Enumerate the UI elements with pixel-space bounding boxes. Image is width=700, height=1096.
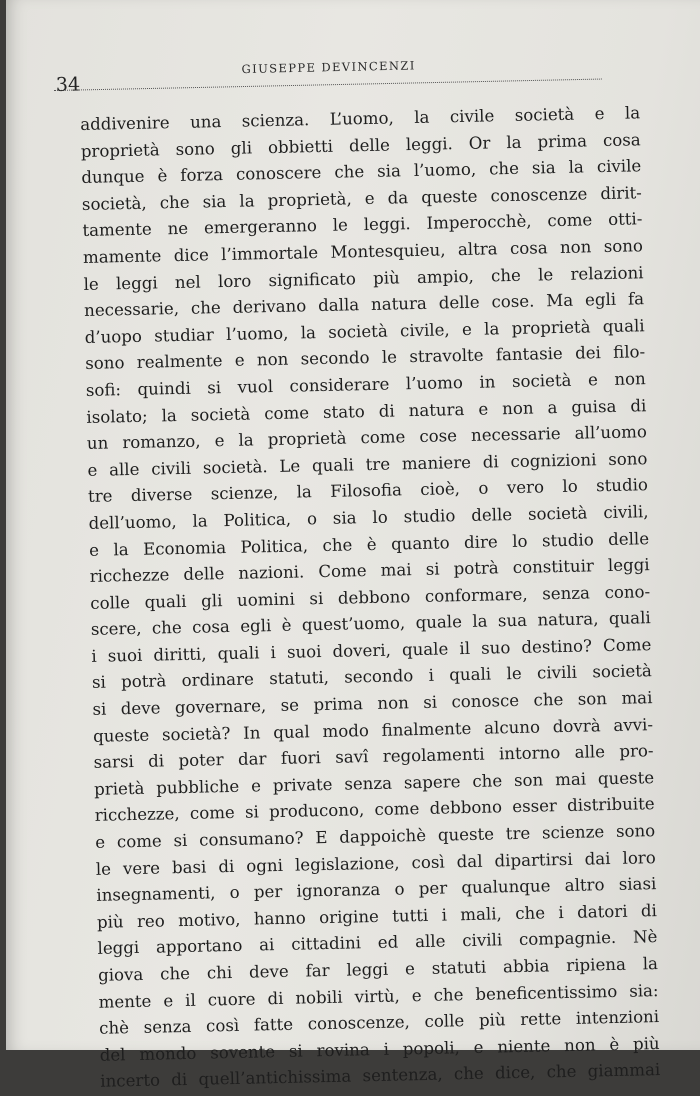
text-line: insegnamenti, o per ignoranza o per qualunque altro siasi: [96, 874, 657, 906]
page-header: [53, 49, 602, 96]
running-head: GIUSEPPE DEVINCENZI: [241, 58, 416, 77]
text-line: società, che sia la proprietà, e da queste conoscenze dirit-: [81, 183, 643, 214]
text-line: dell’uomo, la Politica, o sia lo studio delle società civili,: [88, 502, 649, 533]
text-line: prietà pubbliche e private senza sapere che son mai queste: [93, 767, 655, 799]
text-line: d’uopo studiar l’uomo, la società civile, e la proprietà quali: [84, 315, 645, 347]
text-line: i suoi diritti, quali i suoi doveri, quale il suo destino? Come: [91, 635, 652, 666]
page-number: 34: [55, 73, 81, 96]
text-line: leggi apportano ai cittadini ed alle civili compagnie. Nè: [97, 927, 658, 959]
text-line: si deve governare, se prima non si conosce che son mai: [92, 688, 653, 719]
body-text: [80, 100, 660, 1095]
book-page: [6, 0, 700, 1092]
text-line: ricchezze, come si producono, come debbono esser distribuite: [94, 794, 655, 826]
text-line: giova che chi deve far leggi e statuti abbia ripiena la: [97, 954, 659, 985]
text-line: si potrà ordinare statuti, secondo i quali le civili società: [91, 661, 653, 693]
text-line: mamente dice l’immortale Montesquieu, altra cosa non sono: [82, 236, 644, 267]
text-line: chè senza così fatte conoscenze, colle più rette intenzioni: [98, 1007, 660, 1038]
text-line: sarsi di poter dar fuori savî regolamenti intorno alle pro-: [93, 741, 654, 773]
text-line: le vere basi di ogni legislazione, così dal dipartirsi dai loro: [95, 847, 656, 879]
text-line: mente e il cuore di nobili virtù, e che beneficentissimo sia:: [98, 980, 659, 1012]
text-line: sofi: quindi si vuol considerare l’uomo in società e non: [85, 369, 646, 400]
text-line: tamente ne emergeranno le leggi. Imperocchè, come otti-: [82, 209, 643, 241]
text-line: e alle civili società. Le quali tre maniere di cognizioni sono: [87, 448, 648, 480]
text-line: un romanzo, e la proprietà come cose necessarie all’uomo: [86, 422, 648, 454]
text-line: e come si consumano? E dappoichè queste tre scienze sono: [95, 821, 656, 852]
text-line: colle quali gli uomini si debbono conformare, senza cono-: [90, 581, 651, 613]
text-line: sono realmente e non secondo le stravolte fantasie dei filo-: [85, 342, 646, 374]
text-line: e la Economia Politica, che è quanto dire lo studio delle: [88, 528, 650, 560]
text-line: proprietà sono gli obbietti delle leggi. Or la prima cosa: [80, 129, 641, 161]
text-line: isolato; la società come stato di natura e non a guisa di: [86, 395, 647, 427]
text-line: scere, che cosa egli è quest’uomo, quale la sua natura, quali: [90, 608, 651, 640]
text-line: queste società? In qual modo finalmente alcuno dovrà avvi-: [92, 714, 654, 746]
text-line: necessarie, che derivano dalla natura delle cose. Ma egli fa: [83, 289, 645, 321]
text-line: incerto di quell’antichissima sentenza, che dice, che giammai: [100, 1060, 661, 1092]
text-line: del mondo sovente si rovina i popoli, e niente non è più: [99, 1033, 660, 1065]
text-line: addivenire una scienza. L’uomo, la civile società e la: [80, 103, 641, 134]
text-line: tre diverse scienze, la Filosofia cioè, o vero lo studio: [87, 475, 649, 507]
text-line: più reo motivo, hanno origine tutti i mali, che i datori di: [96, 900, 658, 932]
text-line: ricchezze delle nazioni. Come mai si potrà constituir leggi: [89, 555, 650, 586]
text-line: dunque è forza conoscere che sia l’uomo, che sia la civile: [81, 156, 642, 188]
text-line: le leggi nel loro significato più ampio, che le relazioni: [83, 262, 644, 294]
